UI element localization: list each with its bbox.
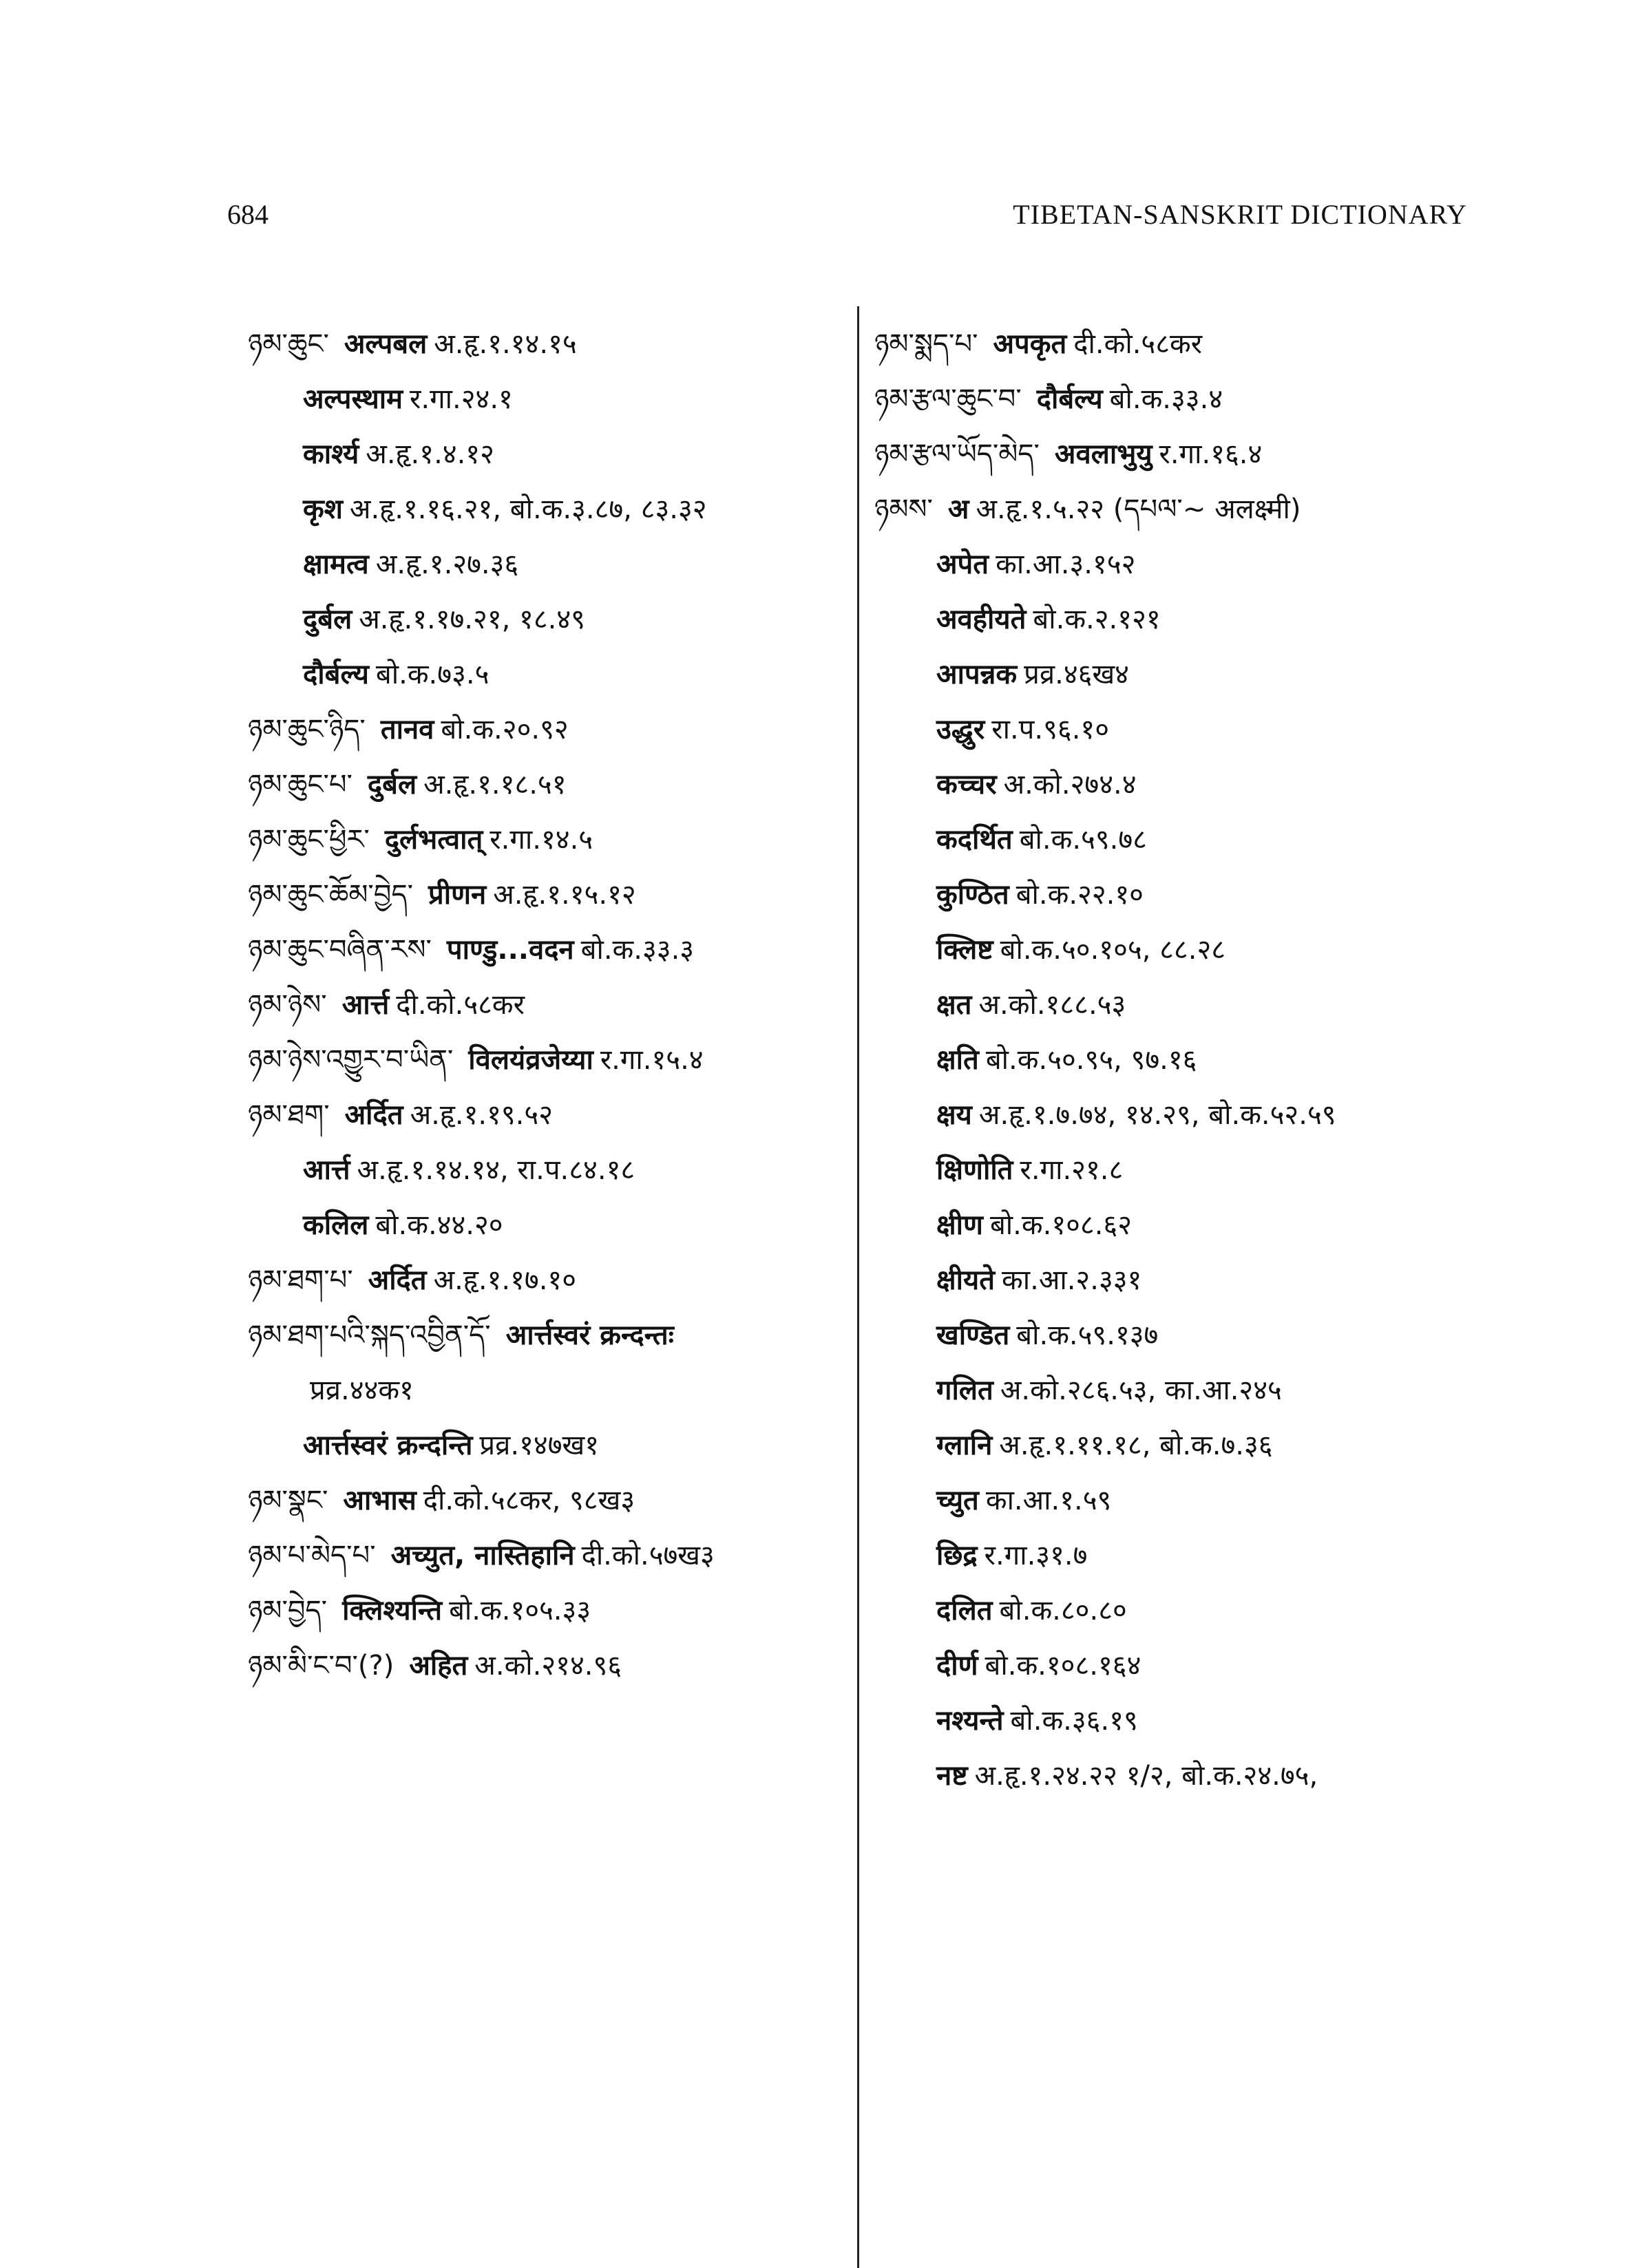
- source-reference: र.गा.२१.८: [1020, 1154, 1124, 1186]
- sub-entry: [248, 1363, 854, 1418]
- source-reference: बो.क.५०.९५, ९७.१६: [985, 1044, 1197, 1076]
- source-reference: बो.क.२.१२१: [1033, 604, 1161, 635]
- sanskrit-equivalent: दौर्बल्य: [1036, 383, 1103, 415]
- source-reference: बो.क.३३.४: [1109, 383, 1223, 415]
- source-reference: बो.क.३३.३: [580, 934, 695, 966]
- sanskrit-equivalent: कृश: [303, 494, 343, 525]
- source-reference: बो.क.५९.७८: [1019, 824, 1147, 856]
- sub-entry: [874, 1473, 1480, 1528]
- sub-entry: [874, 1253, 1480, 1308]
- source-reference: बो.क.१०८.६२: [989, 1209, 1133, 1241]
- sanskrit-equivalent: आर्त्त: [303, 1154, 350, 1186]
- source-reference: बो.क.१०५.३३: [449, 1595, 591, 1626]
- sanskrit-equivalent: दीर्ण: [936, 1650, 978, 1682]
- headword-entry: [248, 922, 854, 977]
- sanskrit-equivalent: ग्लानि: [936, 1430, 993, 1461]
- sanskrit-equivalent: कदर्थित: [936, 824, 1013, 856]
- source-reference: बो.क.१०८.१६४: [985, 1650, 1141, 1682]
- source-reference: र.गा.१४.५: [490, 824, 593, 856]
- sanskrit-equivalent: कलिल: [303, 1209, 369, 1241]
- tibetan-headword: ཉམས་: [874, 494, 933, 525]
- source-reference: अ.हृ.१.१८.५१: [423, 769, 567, 801]
- sanskrit-equivalent: क्षत: [936, 989, 972, 1021]
- headword-entry: [248, 977, 854, 1032]
- tibetan-headword: ཉམ་ཆུང་ཕྱིར་: [248, 824, 370, 856]
- source-reference: बो.क.३६.१९: [1010, 1705, 1138, 1737]
- sanskrit-equivalent: क्षय: [936, 1099, 972, 1131]
- sanskrit-equivalent: गलित: [936, 1375, 993, 1406]
- source-reference: अ.हृ.१.१९.५२: [410, 1099, 553, 1131]
- source-reference: दी.को.५८कर: [1073, 328, 1203, 360]
- sanskrit-equivalent: अ: [947, 494, 969, 525]
- tibetan-headword: ཉམ་ཆུང་བཞིན་རས་: [248, 934, 432, 966]
- source-reference: अ.हृ.१.१४.१४, रा.प.८४.१८: [357, 1154, 635, 1186]
- source-reference: का.आ.१.५९: [985, 1485, 1112, 1516]
- sub-entry: [874, 1693, 1480, 1748]
- source-reference: र.गा.१५.४: [600, 1044, 704, 1076]
- sub-entry: [874, 1143, 1480, 1198]
- tibetan-headword: ཉམ་ཆུང་ཉིད་: [248, 714, 366, 745]
- left-column: [248, 317, 854, 1693]
- source-reference: र.गा.१६.४: [1159, 438, 1263, 470]
- source-reference: अ.हृ.१.१४.१५: [434, 328, 577, 360]
- sub-entry: [874, 757, 1480, 812]
- sanskrit-equivalent: उद्धुर: [936, 714, 985, 745]
- tibetan-headword: ཉམ་རྩལ་ཡོད་མེད་: [874, 438, 1040, 470]
- source-reference: बो.क.७३.५: [375, 659, 490, 690]
- source-reference: अ.हृ.१.११.१८, बो.क.७.३६: [999, 1430, 1273, 1461]
- sanskrit-equivalent: विलयंव्रजेय्या: [468, 1044, 593, 1076]
- source-reference: बो.क.२२.१०: [1015, 879, 1144, 911]
- source-reference: अ.को.२७४.४: [1003, 769, 1137, 801]
- sub-entry: [874, 537, 1480, 592]
- sanskrit-equivalent: आर्त्तस्वरं क्रन्दन्तः: [505, 1320, 674, 1351]
- sub-entry: [874, 1198, 1480, 1253]
- sanskrit-equivalent: पाण्डु...वदन: [446, 934, 574, 966]
- headword-entry: [248, 867, 854, 922]
- headword-entry: [874, 482, 1480, 537]
- source-reference: प्रव्र.४६ख४: [1024, 659, 1129, 690]
- sanskrit-equivalent: तानव: [380, 714, 434, 745]
- sanskrit-equivalent: अपेत: [936, 549, 989, 580]
- headword-entry: [874, 427, 1480, 482]
- sanskrit-equivalent: खण्डित: [936, 1320, 1010, 1351]
- tibetan-headword: ཉམ་རྩལ་ཆུང་བ་: [874, 383, 1022, 415]
- sub-entry: [874, 702, 1480, 757]
- headword-entry: [248, 757, 854, 812]
- sanskrit-equivalent: आपन्नक: [936, 659, 1018, 690]
- sanskrit-equivalent: आभास: [343, 1485, 417, 1516]
- tibetan-headword: ཉམ་ཆུང་ཆོམ་བྱེད་: [248, 879, 413, 911]
- page-header: [0, 198, 1642, 246]
- source-reference: बो.क.८०.८०: [999, 1595, 1127, 1626]
- source-reference: अ.हृ.१.१५.१२: [493, 879, 636, 911]
- sub-entry: [874, 1638, 1480, 1693]
- source-reference: अ.को.२८६.५३, का.आ.२४५: [1000, 1375, 1282, 1406]
- source-reference: बो.क.२०.९२: [441, 714, 569, 745]
- headword-entry: [248, 702, 854, 757]
- sanskrit-equivalent: दलित: [936, 1595, 993, 1626]
- sanskrit-equivalent: नश्यन्ते: [936, 1705, 1004, 1737]
- sanskrit-equivalent: क्षीण: [936, 1209, 983, 1241]
- source-reference: प्रव्र.४४क१: [310, 1375, 414, 1406]
- sanskrit-equivalent: दुर्बल: [367, 769, 417, 801]
- sanskrit-equivalent: नष्ट: [936, 1760, 968, 1792]
- source-reference: दी.को.५८कर, ९८ख३: [423, 1485, 635, 1516]
- sub-entry: [248, 1418, 854, 1473]
- sub-entry: [248, 592, 854, 647]
- sanskrit-equivalent: कुण्ठित: [936, 879, 1009, 911]
- tibetan-headword: ཉམ་སྨད་པ་: [874, 328, 978, 360]
- sub-entry: [874, 977, 1480, 1032]
- source-reference: बो.क.५९.१३७: [1016, 1320, 1159, 1351]
- sanskrit-equivalent: दौर्बल्य: [303, 659, 369, 690]
- tibetan-headword: ཉམ་ཆུང་པ་: [248, 769, 352, 801]
- sanskrit-equivalent: अच्युत, नास्तिहानि: [390, 1540, 575, 1571]
- page-number: 684: [227, 199, 269, 230]
- sanskrit-equivalent: कच्चर: [936, 769, 997, 801]
- sanskrit-equivalent: अर्दित: [344, 1099, 403, 1131]
- sanskrit-equivalent: अल्पस्थाम: [303, 383, 403, 415]
- sanskrit-equivalent: क्लिष्ट: [936, 934, 993, 966]
- sub-entry: [874, 922, 1480, 977]
- sanskrit-equivalent: दुर्लभत्वात्: [384, 824, 483, 856]
- source-reference: अ.हृ.१.५.२२ (དཔལ་~ अलक्ष्मी): [976, 494, 1301, 525]
- sub-entry: [874, 1088, 1480, 1143]
- sub-entry: [874, 1418, 1480, 1473]
- source-reference: दी.को.५८कर: [396, 989, 525, 1021]
- sub-entry: [248, 1198, 854, 1253]
- running-title: TIBETAN-SANSKRIT DICTIONARY: [1013, 199, 1467, 230]
- sanskrit-equivalent: छिद्र: [936, 1540, 978, 1571]
- source-reference: अ.हृ.१.१७.२१, १८.४९: [359, 604, 585, 635]
- tibetan-headword: ཉམ་བྱེད་: [248, 1595, 328, 1626]
- sub-entry: [874, 647, 1480, 702]
- headword-entry: [874, 372, 1480, 427]
- tibetan-headword: ཉམ་མི་ང་བ་(?): [248, 1650, 394, 1682]
- source-reference: अ.हृ.१.७.७४, १४.२९, बो.क.५२.५९: [978, 1099, 1336, 1131]
- source-reference: अ.को.१८८.५३: [978, 989, 1126, 1021]
- tibetan-headword: ཉམ་སྣང་: [248, 1485, 328, 1516]
- sanskrit-equivalent: क्षामत्व: [303, 549, 369, 580]
- headword-entry: [248, 1032, 854, 1088]
- source-reference: प्रव्र.१४७ख१: [479, 1430, 600, 1461]
- tibetan-headword: ཉམ་ཉེས་འགྱུར་བ་ཡིན་: [248, 1044, 454, 1076]
- source-reference: अ.हृ.१.२४.२२ १/२, बो.क.२४.७५,: [974, 1760, 1318, 1792]
- sanskrit-equivalent: अल्पबल: [344, 328, 428, 360]
- sanskrit-equivalent: क्षीयते: [936, 1264, 996, 1296]
- source-reference: दी.को.५७ख३: [581, 1540, 715, 1571]
- sub-entry: [874, 1748, 1480, 1803]
- sub-entry: [874, 1583, 1480, 1638]
- tibetan-headword: ཉམ་ཐག་པ་: [248, 1264, 353, 1296]
- source-reference: अ.हृ.१.१६.२१, बो.क.३.८७, ८३.३२: [349, 494, 707, 525]
- sanskrit-equivalent: अहित: [409, 1650, 468, 1682]
- sub-entry: [248, 647, 854, 702]
- sub-entry: [874, 592, 1480, 647]
- headword-entry: [248, 1088, 854, 1143]
- source-reference: का.आ.२.३३१: [1002, 1264, 1142, 1296]
- sub-entry: [874, 1308, 1480, 1363]
- headword-entry: [248, 1528, 854, 1583]
- sub-entry: [248, 537, 854, 592]
- headword-entry: [248, 1473, 854, 1528]
- source-reference: अ.हृ.१.४.१२: [366, 438, 494, 470]
- tibetan-headword: ཉམ་ཐག་: [248, 1099, 330, 1131]
- sub-entry: [874, 867, 1480, 922]
- source-reference: अ.हृ.१.२७.३६: [375, 549, 519, 580]
- sanskrit-equivalent: अवहीयते: [936, 604, 1027, 635]
- headword-entry: [248, 812, 854, 867]
- sub-entry: [874, 812, 1480, 867]
- sanskrit-equivalent: च्युत: [936, 1485, 979, 1516]
- source-reference: बो.क.५०.१०५, ८८.२८: [1000, 934, 1226, 966]
- sub-entry: [874, 1032, 1480, 1088]
- source-reference: अ.को.२१४.९६: [474, 1650, 622, 1682]
- right-column: [874, 317, 1480, 1803]
- column-divider: [857, 306, 859, 2268]
- sanskrit-equivalent: क्षिणोति: [936, 1154, 1013, 1186]
- sanskrit-equivalent: अर्दित: [368, 1264, 427, 1296]
- sanskrit-equivalent: अपकृत: [993, 328, 1067, 360]
- sanskrit-equivalent: अवलाभुयु: [1054, 438, 1152, 470]
- source-reference: अ.हृ.१.१७.१०: [433, 1264, 577, 1296]
- source-reference: का.आ.३.१५२: [996, 549, 1136, 580]
- sub-entry: [248, 427, 854, 482]
- headword-entry: [874, 317, 1480, 372]
- tibetan-headword: ཉམ་ཆུང་: [248, 328, 329, 360]
- source-reference: बो.क.४४.२०: [375, 1209, 503, 1241]
- sanskrit-equivalent: आर्त्तस्वरं क्रन्दन्ति: [303, 1430, 473, 1461]
- source-reference: र.गा.३१.७: [984, 1540, 1088, 1571]
- headword-entry: [248, 1638, 854, 1693]
- source-reference: र.गा.२४.१: [410, 383, 513, 415]
- tibetan-headword: ཉམ་ཉེས་: [248, 989, 327, 1021]
- sub-entry: [874, 1528, 1480, 1583]
- sanskrit-equivalent: क्षति: [936, 1044, 979, 1076]
- sanskrit-equivalent: आर्त्त: [341, 989, 390, 1021]
- sub-entry: [248, 1143, 854, 1198]
- headword-entry: [248, 1308, 854, 1363]
- headword-entry: [248, 317, 854, 372]
- source-reference: रा.प.९६.१०: [991, 714, 1110, 745]
- headword-entry: [248, 1583, 854, 1638]
- sanskrit-equivalent: प्रीणन: [428, 879, 487, 911]
- sanskrit-equivalent: कार्श्य: [303, 438, 359, 470]
- sub-entry: [874, 1363, 1480, 1418]
- headword-entry: [248, 1253, 854, 1308]
- tibetan-headword: ཉམ་ཐག་པའི་སྐད་འབྱིན་དོ་: [248, 1320, 491, 1351]
- sub-entry: [248, 372, 854, 427]
- sanskrit-equivalent: दुर्बल: [303, 604, 352, 635]
- sub-entry: [248, 482, 854, 537]
- tibetan-headword: ཉམ་པ་མེད་པ་: [248, 1540, 376, 1571]
- sanskrit-equivalent: क्लिश्यन्ति: [342, 1595, 443, 1626]
